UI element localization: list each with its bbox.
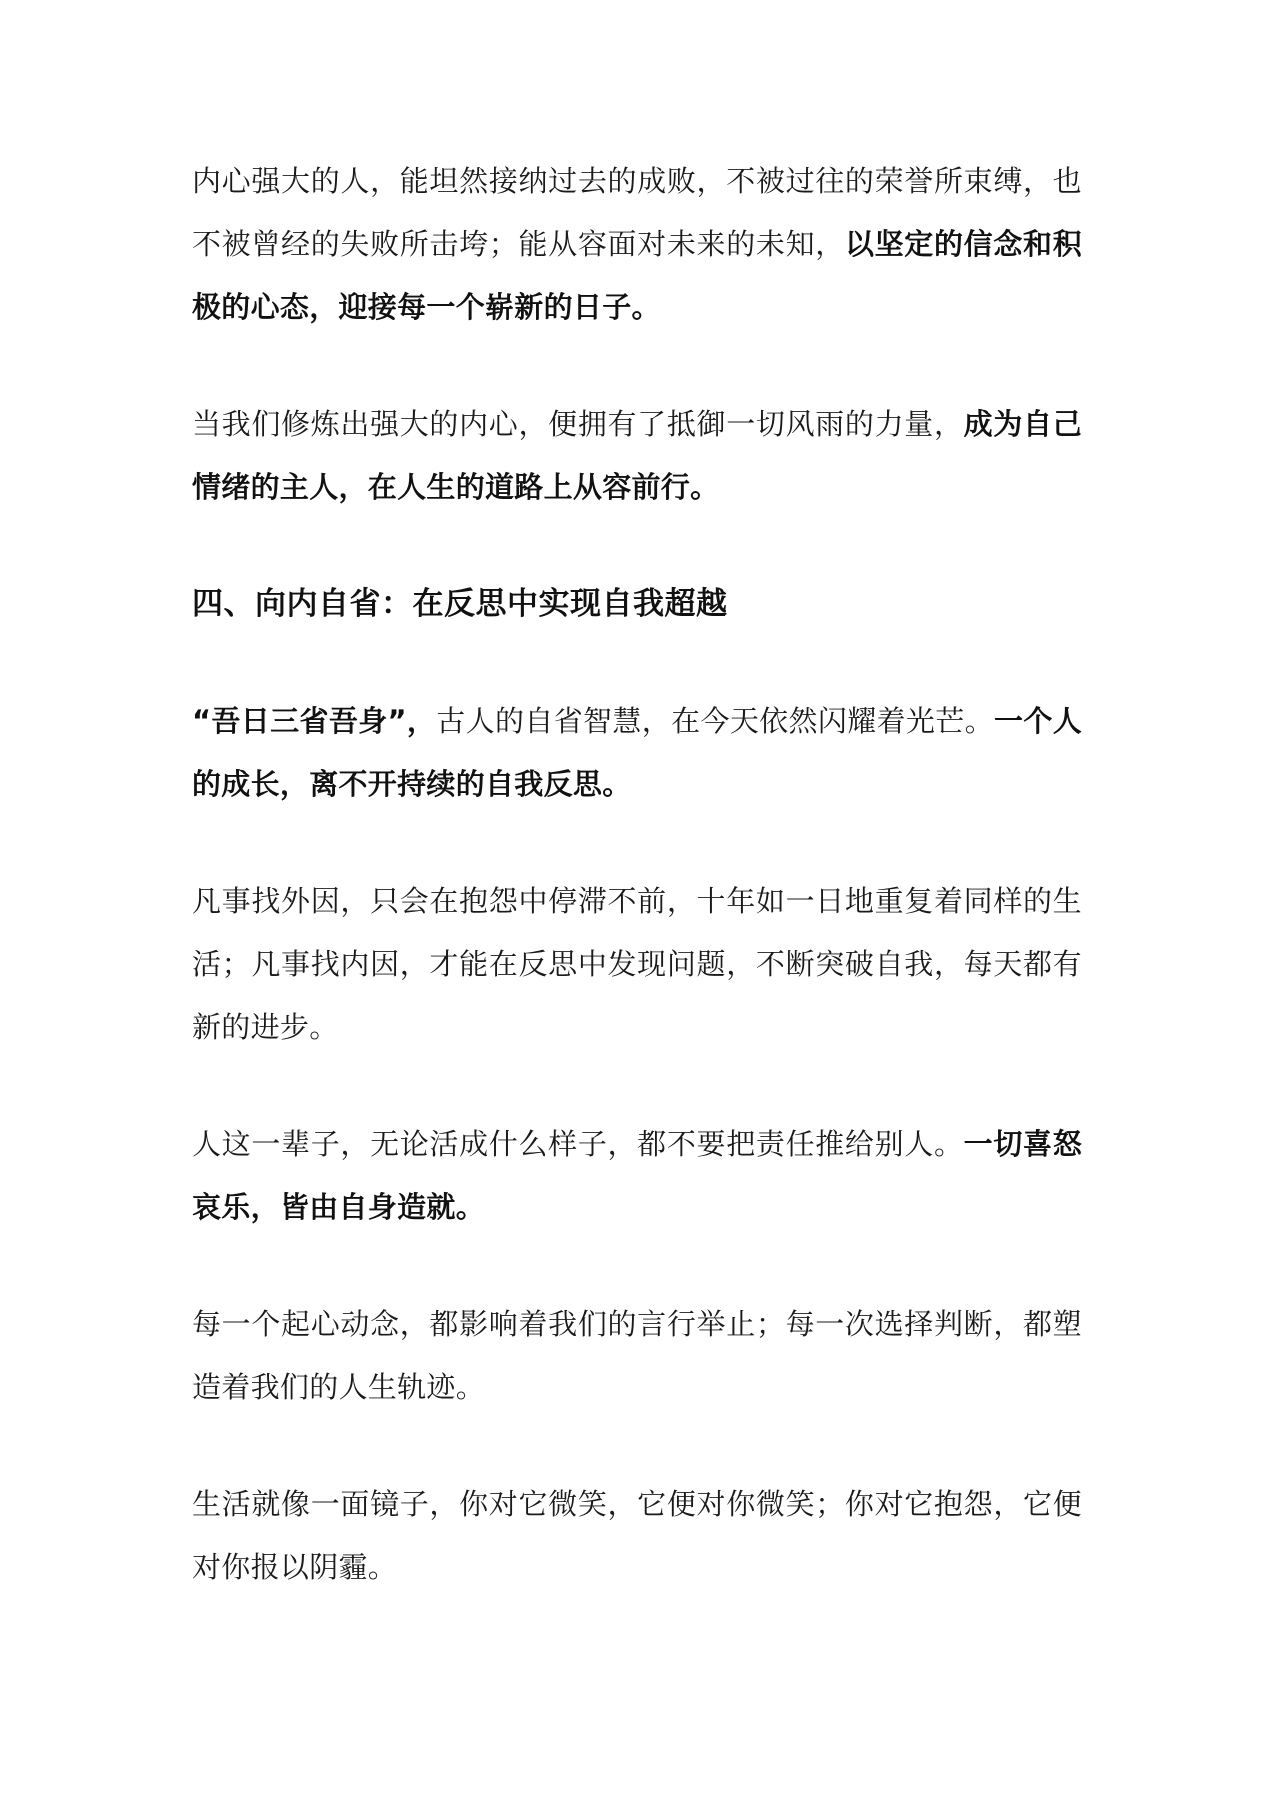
paragraph-text: 人这一辈子，无论活成什么样子，都不要把责任推给别人。 xyxy=(192,1127,964,1161)
paragraph-text: 每一个起心动念，都影响着我们的言行举止；每一次选择判断，都塑造着我们的人生轨迹。 xyxy=(192,1307,1082,1404)
paragraph-bold-text: “吾日三省吾身”， xyxy=(192,704,437,738)
paragraph-text: 当我们修炼出强大的内心，便拥有了抵御一切风雨的力量， xyxy=(192,407,964,441)
paragraph-self-reflection xyxy=(192,690,1082,816)
paragraph-responsibility xyxy=(192,1113,1082,1239)
paragraph-text: 古人的自省智慧，在今天依然闪耀着光芒。 xyxy=(436,704,994,738)
paragraph-bold-text: 一个人的成长，离不开持续的自我反思。 xyxy=(192,704,1083,801)
paragraph-master-of-emotions xyxy=(192,393,1082,519)
paragraph-bold-text: 成为自己情绪的主人，在人生的道路上从容前行。 xyxy=(192,407,1082,504)
paragraph-internal-causes xyxy=(192,870,1082,1059)
paragraph-text: 内心强大的人，能坦然接纳过去的成败，不被过往的荣誉所束缚，也不被曾经的失败所击垮；能从容面对未来的未知， xyxy=(192,164,1082,261)
paragraph-bold-text: 一切喜怒哀乐，皆由自身造就。 xyxy=(192,1127,1082,1224)
document-page xyxy=(192,150,1082,1653)
paragraph-inner-strength xyxy=(192,150,1082,339)
section-heading: 四、向内自省：在反思中实现自我超越 xyxy=(192,586,728,622)
paragraph-life-mirror xyxy=(192,1473,1082,1599)
paragraph-bold-text: 以坚定的信念和积极的心态，迎接每一个崭新的日子。 xyxy=(192,227,1082,324)
paragraph-text: 生活就像一面镜子，你对它微笑，它便对你微笑；你对它抱怨，它便对你报以阴霾。 xyxy=(192,1487,1082,1584)
paragraph-every-thought xyxy=(192,1293,1082,1419)
paragraph-text: 凡事找外因，只会在抱怨中停滞不前，十年如一日地重复着同样的生活；凡事找内因，才能在反思中发现问题，不断突破自我，每天都有新的进步。 xyxy=(192,884,1082,1044)
